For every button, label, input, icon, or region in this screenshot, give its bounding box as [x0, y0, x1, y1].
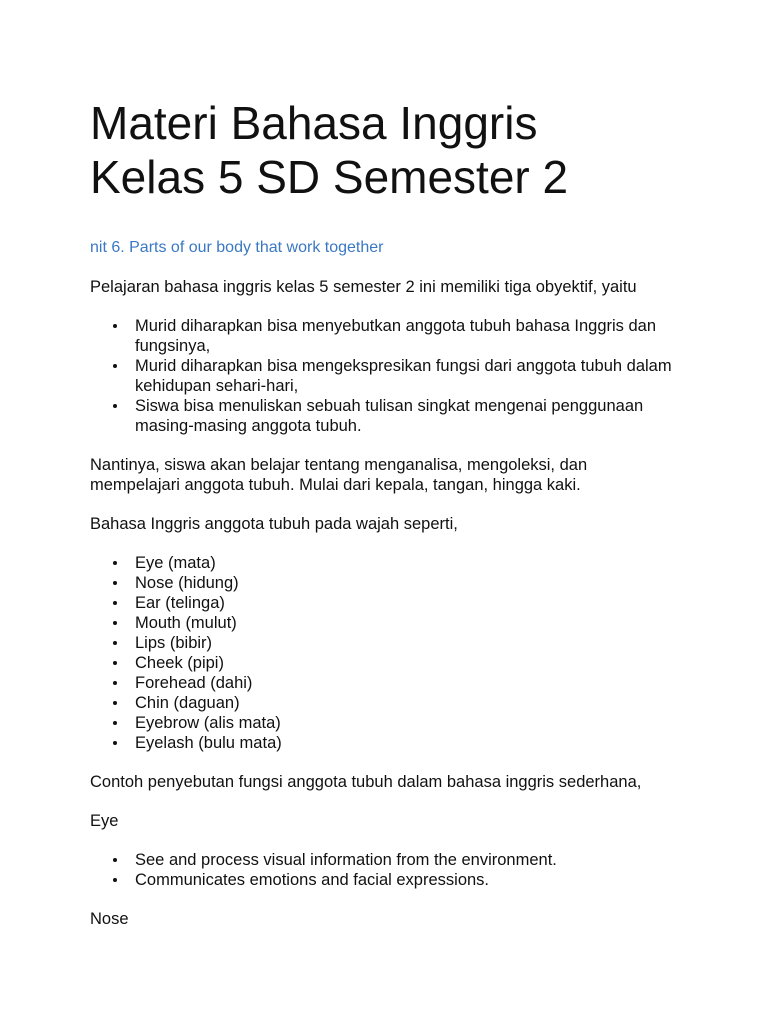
list-item: Chin (daguan) — [135, 693, 678, 713]
eye-heading: Eye — [90, 812, 119, 830]
list-item: Lips (bibir) — [135, 633, 678, 653]
list-item: Eyelash (bulu mata) — [135, 733, 678, 753]
list-item: Eyebrow (alis mata) — [135, 713, 678, 733]
list-item: Murid diharapkan bisa mengekspresikan fungsi dari anggota tubuh dalam kehidupan sehari-hari, — [135, 356, 678, 396]
face-parts-list — [90, 553, 678, 753]
list-item: Mouth (mulut) — [135, 613, 678, 633]
objectives-list — [90, 316, 678, 436]
list-item: Murid diharapkan bisa menyebutkan anggota tubuh bahasa Inggris dan fungsinya, — [135, 316, 678, 356]
list-item: Forehead (dahi) — [135, 673, 678, 693]
function-intro: Contoh penyebutan fungsi anggota tubuh dalam bahasa inggris sederhana, — [90, 773, 642, 791]
eye-functions-list — [90, 850, 678, 890]
unit-link[interactable]: nit 6. Parts of our body that work together — [90, 239, 384, 256]
body-paragraph: Nantinya, siswa akan belajar tentang menganalisa, mengoleksi, dan mempelajari anggota tubuh. Mulai dari kepala, tangan, hingga kaki. — [90, 456, 588, 494]
face-parts-intro: Bahasa Inggris anggota tubuh pada wajah seperti, — [90, 515, 458, 533]
list-item: Communicates emotions and facial expressions. — [135, 870, 678, 890]
title-line-2: Kelas 5 SD Semester 2 — [90, 151, 569, 203]
list-item: Eye (mata) — [135, 553, 678, 573]
title-line-1: Materi Bahasa Inggris — [90, 97, 538, 149]
list-item: Siswa bisa menuliskan sebuah tulisan singkat mengenai penggunaan masing-masing anggota tubuh. — [135, 396, 678, 436]
list-item: See and process visual information from the environment. — [135, 850, 678, 870]
intro-paragraph: Pelajaran bahasa inggris kelas 5 semester 2 ini memiliki tiga obyektif, yaitu — [90, 278, 637, 296]
page-title — [90, 96, 678, 204]
nose-heading: Nose — [90, 910, 129, 928]
list-item: Nose (hidung) — [135, 573, 678, 593]
list-item: Cheek (pipi) — [135, 653, 678, 673]
list-item: Ear (telinga) — [135, 593, 678, 613]
